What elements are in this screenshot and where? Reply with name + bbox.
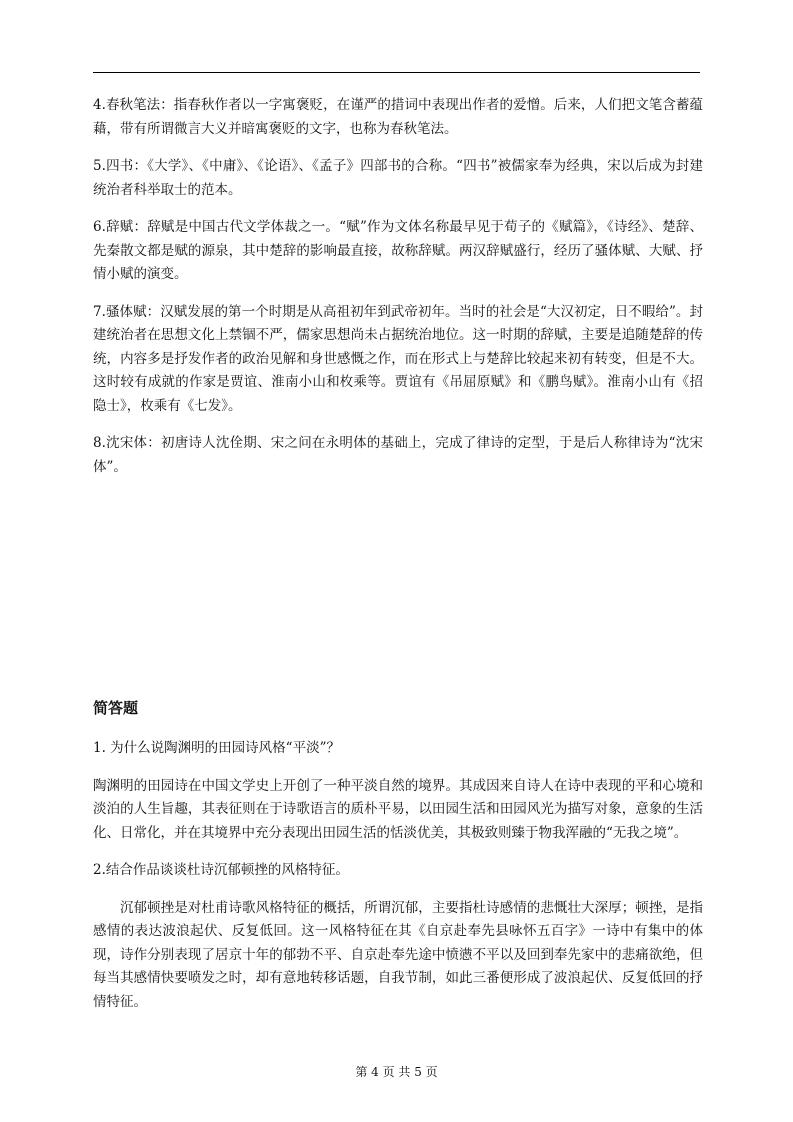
term-shensong-ti: 8.沈宋体：初唐诗人沈佺期、宋之问在永明体的基础上，完成了律诗的定型，于是后人称律诗为“沈宋体”。 [93,435,703,475]
term-sishu: 5.四书：《大学》、《中庸》、《论语》、《孟子》四部书的合称。“四书”被儒家奉为经典，宋以后成为封建统治者科举取士的范本。 [93,158,703,198]
question-1: 1. 为什么说陶渊明的田园诗风格“平淡”？ [93,740,340,756]
question-2: 2.结合作品谈谈杜诗沉郁顿挫的风格特征。 [93,862,349,878]
term-chunqiu-bifa: 4.春秋笔法：指春秋作者以一字寓褒贬，在谨严的措词中表现出作者的爱憎。后来，人们把文笔含蓄蕴藉，带有所谓微言大义并暗寓褒贬的文字，也称为春秋笔法。 [93,97,703,137]
term-saoti-fu: 7.骚体赋：汉赋发展的第一个时期是从高祖初年到武帝初年。当时的社会是“大汉初定，日不暇给”。封建统治者在思想文化上禁锢不严，儒家思想尚未占据统治地位。这一时期的辞赋，主要是追随楚辞的传统，内容多是抒发作者的政治见解和身世感慨之作，而在形式上与楚辞比较起来初有转变，但是不大。这时较有成就的作家是贾谊、淮南小山和枚乘等。贾谊有《吊屈原赋》和《鹏鸟赋》。淮南小山有《招隐士》，枚乘有《七发》。 [93,303,703,414]
page-footer: 第 4 页 共 5 页 [355,1065,438,1079]
term-definitions [93,94,703,493]
short-answer-section [93,737,703,1028]
section-title: 简答题 [93,699,139,717]
answer-1: 陶渊明的田园诗在中国文学史上开创了一种平淡自然的境界。其成因来自诗人在诗中表现的平和心境和淡泊的人生旨趣，其表征则在于诗歌语言的质朴平易，以田园生活和田园风光为描写对象，意象的生活化、日常化，并在其境界中充分表现出田园生活的恬淡优美，其极致则臻于物我浑融的“无我之境”。 [93,777,703,841]
answer-2: 沉郁顿挫是对杜甫诗歌风格特征的概括，所谓沉郁，主要指杜诗感情的悲慨壮大深厚；顿挫，是指感情的表达波浪起伏、反复低回。这一风格特征在其《自京赴奉先县咏怀五百字》一诗中有集中的体现，诗作分别表现了居京十年的郁勃不平、自京赴奉先途中愤懑不平以及回到奉先家中的悲痛欲绝，但每当其感情快要喷发之时，却有意地转移话题，自我节制，如此三番便形成了波浪起伏、反复低回的抒情特征。 [93,899,703,1010]
header-rule [93,72,700,73]
term-cifu: 6.辞赋：辞赋是中国古代文学体裁之一。“赋”作为文体名称最早见于荀子的《赋篇》，《诗经》、楚辞、先秦散文都是赋的源泉，其中楚辞的影响最直接，故称辞赋。两汉辞赋盛行，经历了骚体赋、大赋、抒情小赋的演变。 [93,219,703,282]
